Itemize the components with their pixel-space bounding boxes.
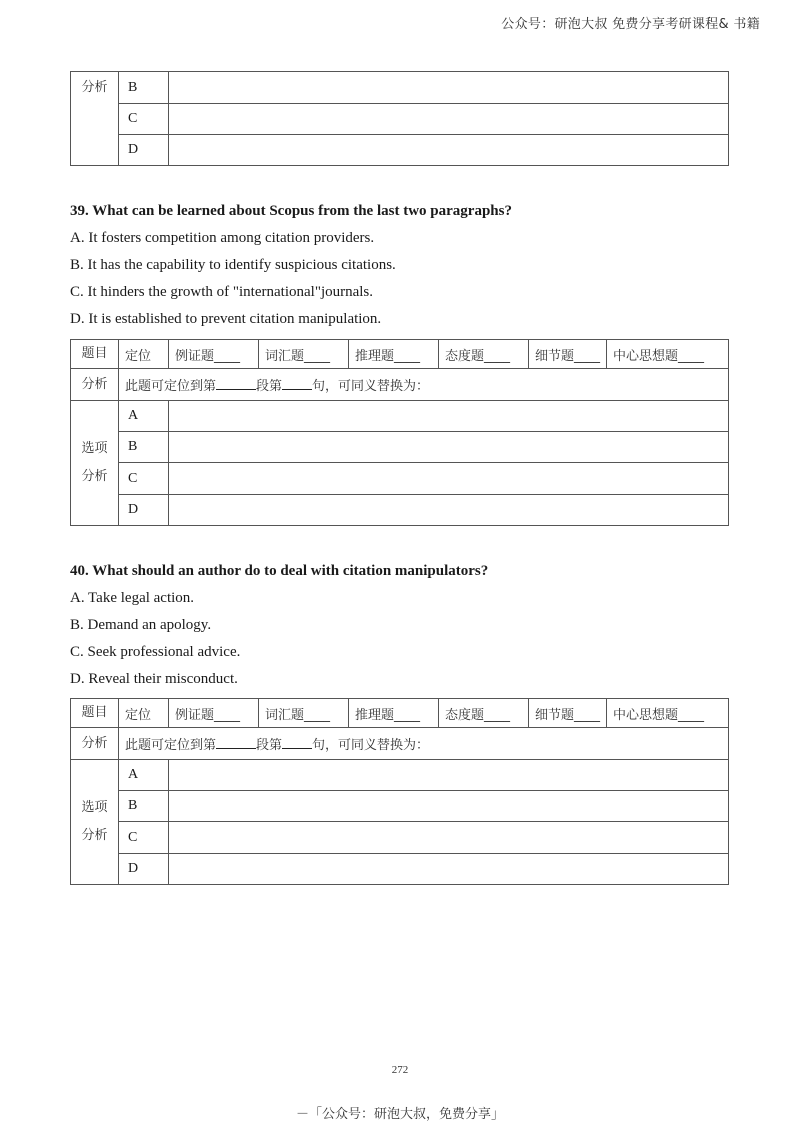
option-label-bottom: 分析 xyxy=(81,828,108,843)
sentence-blank[interactable] xyxy=(282,378,312,390)
choice-b: B. Demand an apology. xyxy=(70,617,212,633)
choice-a: A. It fosters competition among citation providers. xyxy=(70,230,375,246)
type-example-cell[interactable]: 例证题____ xyxy=(169,699,259,728)
type-vocabulary-cell[interactable]: 词汇题____ xyxy=(259,340,349,369)
option-letter-cell: C xyxy=(119,463,169,495)
option-letter-cell: C xyxy=(119,822,169,854)
choice-d: D. Reveal their misconduct. xyxy=(70,671,238,687)
option-answer-cell[interactable] xyxy=(169,135,729,166)
choice-d: D. It is established to prevent citation manipulation. xyxy=(70,311,382,327)
option-label-top: 选项 xyxy=(81,800,108,815)
option-letter-cell: D xyxy=(119,854,169,885)
question-title: 39. What can be learned about Scopus from the last two paragraphs? xyxy=(70,203,512,219)
question-title: 40. What should an author do to deal with citation manipulators? xyxy=(70,563,489,579)
analysis-label: 分析 xyxy=(81,80,108,95)
position-label: 定位 xyxy=(119,340,169,369)
choice-b: B. It has the capability to identify suspicious citations. xyxy=(70,257,396,273)
locate-sentence-cell[interactable] xyxy=(119,728,729,760)
locate-prefix: 此题可定位到第 xyxy=(125,738,217,753)
option-letter-cell: B xyxy=(119,72,169,104)
choice-c: C. Seek professional advice. xyxy=(70,644,241,660)
option-letter-cell: B xyxy=(119,432,169,463)
option-answer-cell[interactable] xyxy=(169,401,729,432)
type-attitude-cell[interactable]: 态度题____ xyxy=(439,340,529,369)
option-letter-cell: B xyxy=(119,791,169,822)
analysis-label: 分析 xyxy=(71,369,119,401)
type-main-idea-cell[interactable]: 中心思想题____ xyxy=(607,340,729,369)
option-label-bottom: 分析 xyxy=(81,469,108,484)
option-analysis-label-cell xyxy=(71,760,119,885)
question-40-analysis-table xyxy=(70,698,729,885)
type-inference-cell[interactable]: 推理题____ xyxy=(349,340,439,369)
locate-mid: 段第 xyxy=(256,379,283,394)
question-39 xyxy=(70,203,512,328)
type-inference-cell[interactable]: 推理题____ xyxy=(349,699,439,728)
previous-question-options-table xyxy=(70,71,729,166)
question-type-label: 题目 xyxy=(71,340,119,369)
type-main-idea-cell[interactable]: 中心思想题____ xyxy=(607,699,729,728)
option-answer-cell[interactable] xyxy=(169,854,729,885)
option-letter-cell: D xyxy=(119,495,169,526)
question-type-label: 题目 xyxy=(71,699,119,728)
option-answer-cell[interactable] xyxy=(169,791,729,822)
option-answer-cell[interactable] xyxy=(169,104,729,135)
analysis-label: 分析 xyxy=(71,728,119,760)
page-number: 272 xyxy=(391,1064,409,1076)
question-39-analysis-table xyxy=(70,339,729,526)
type-detail-cell[interactable]: 细节题____ xyxy=(529,699,607,728)
question-40 xyxy=(70,563,488,688)
locate-suffix: 句，可同义替换为： xyxy=(312,379,430,394)
type-detail-cell[interactable]: 细节题____ xyxy=(529,340,607,369)
position-label: 定位 xyxy=(119,699,169,728)
option-answer-cell[interactable] xyxy=(169,463,729,495)
option-analysis-label-cell xyxy=(71,401,119,526)
choice-a: A. Take legal action. xyxy=(70,590,195,606)
option-answer-cell[interactable] xyxy=(169,760,729,791)
locate-sentence-cell[interactable] xyxy=(119,369,729,401)
option-answer-cell[interactable] xyxy=(169,432,729,463)
option-letter-cell: A xyxy=(119,401,169,432)
sentence-blank[interactable] xyxy=(282,737,312,749)
option-answer-cell[interactable] xyxy=(169,822,729,854)
type-vocabulary-cell[interactable]: 词汇题____ xyxy=(259,699,349,728)
type-attitude-cell[interactable]: 态度题____ xyxy=(439,699,529,728)
locate-mid: 段第 xyxy=(256,738,283,753)
analysis-label-cell xyxy=(71,72,119,166)
header-watermark-note: 公众号：研泡大叔 免费分享考研课程& 书籍 xyxy=(501,17,760,32)
option-answer-cell[interactable] xyxy=(169,495,729,526)
type-example-cell[interactable]: 例证题____ xyxy=(169,340,259,369)
option-answer-cell[interactable] xyxy=(169,72,729,104)
locate-suffix: 句，可同义替换为： xyxy=(312,738,430,753)
option-letter-cell: C xyxy=(119,104,169,135)
option-letter-cell: A xyxy=(119,760,169,791)
choice-c: C. It hinders the growth of "international"journals. xyxy=(70,284,374,300)
paragraph-blank[interactable] xyxy=(216,378,256,390)
paragraph-blank[interactable] xyxy=(216,737,256,749)
locate-prefix: 此题可定位到第 xyxy=(125,379,217,394)
footer-watermark-note: －「公众号：研泡大叔，免费分享」 xyxy=(295,1107,504,1122)
option-label-top: 选项 xyxy=(81,441,108,456)
option-letter-cell: D xyxy=(119,135,169,166)
